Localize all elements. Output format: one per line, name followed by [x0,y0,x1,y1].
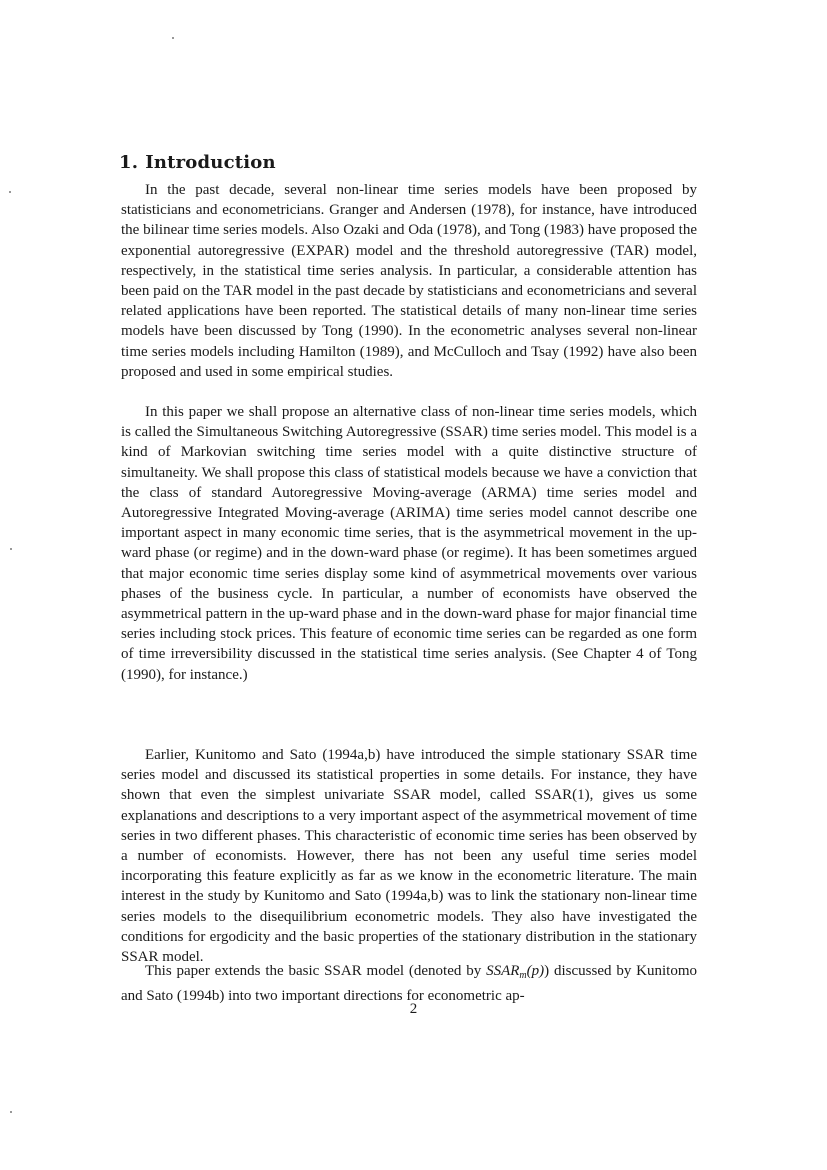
page-number: 2 [409,1001,418,1017]
paragraph [121,961,697,1006]
section-number: 1. [119,152,139,173]
math-expression [486,963,544,979]
scan-speck [9,191,11,193]
paragraph-text: ) discussed by Kunitomo and Sato (1994b) into two important directions for econometric ap- [121,963,698,1005]
math-base: SSAR [486,963,520,979]
paragraph: In this paper we shall propose an alternative class of non-linear time series models, which is called the Simultaneous Switching Autoregressive (SSAR) time series model. This model is a kind of Markovian switching time series model with a quite distinctive structure of simultaneity. We shall propose this class of statistical models because we have a conviction that the class of standard Autoregressive Moving-average (ARMA) time series model and Autoregressive Integrated Moving-average (ARIMA) time series model cannot describe one important aspect in many economic time series, that is the asymmetrical movement in the up-ward phase (or regime) and in the down-ward phase (or regime). It has been sometimes argued that major economic time series display some kind of asymmetrical movements over various phases of the business cycle. In particular, a number of economists have observed the asymmetrical pattern in the up-ward phase and in the down-ward phase for major financial time series including stock prices. This feature of economic time series can be regarded as one form of time irreversibility discussed in the statistical time series analysis. (See Chapter 4 of Tong (1990), for instance.) [121,404,697,683]
section-title: Introduction [145,152,276,173]
paragraph: In the past decade, several non-linear time series models have been proposed by statisticians and econometricians. Granger and Andersen (1978), for instance, have introduced the bilinear time series models. Also Ozaki and Oda (1978), and Tong (1983) have proposed the exponential autoregressive (EXPAR) model and the threshold autoregressive (TAR) model, respectively, in the statistical time series analysis. In particular, a considerable attention has been paid on the TAR model in the past decade by statisticians and econometricians and several related applications have been reported. The statistical details of many non-linear time series models have been discussed by Tong (1990). In the econometric analyses several non-linear time series models including Hamilton (1989), and McCulloch and Tsay (1992) have also been proposed and used in some empirical studies. [121,182,697,380]
section-heading [119,152,276,173]
math-argument: (p) [526,963,545,979]
scan-speck [10,548,12,550]
scan-speck [172,37,174,39]
math-subscript: m [519,970,527,981]
paragraph: Earlier, Kunitomo and Sato (1994a,b) have introduced the simple stationary SSAR time series model and discussed its statistical properties in some details. For instance, they have shown that even the simplest univariate SSAR model, called SSAR(1), gives us some explanations and descriptions to a very important aspect of the asymmetrical movement of time series in two different phases. This characteristic of economic time series has been observed by a number of economists. However, there has not been any useful time series model incorporating this feature explicitly as far as we know in the econometric literature. The main interest in the study by Kunitomo and Sato (1994a,b) was to link the stationary non-linear time series models to the disequilibrium econometric models. They also have investigated the conditions for ergodicity and the basic properties of the stationary distribution in the stationary SSAR model. [121,747,697,966]
scan-speck [10,1111,12,1113]
paragraph-text: This paper extends the basic SSAR model (denoted by [145,963,487,979]
